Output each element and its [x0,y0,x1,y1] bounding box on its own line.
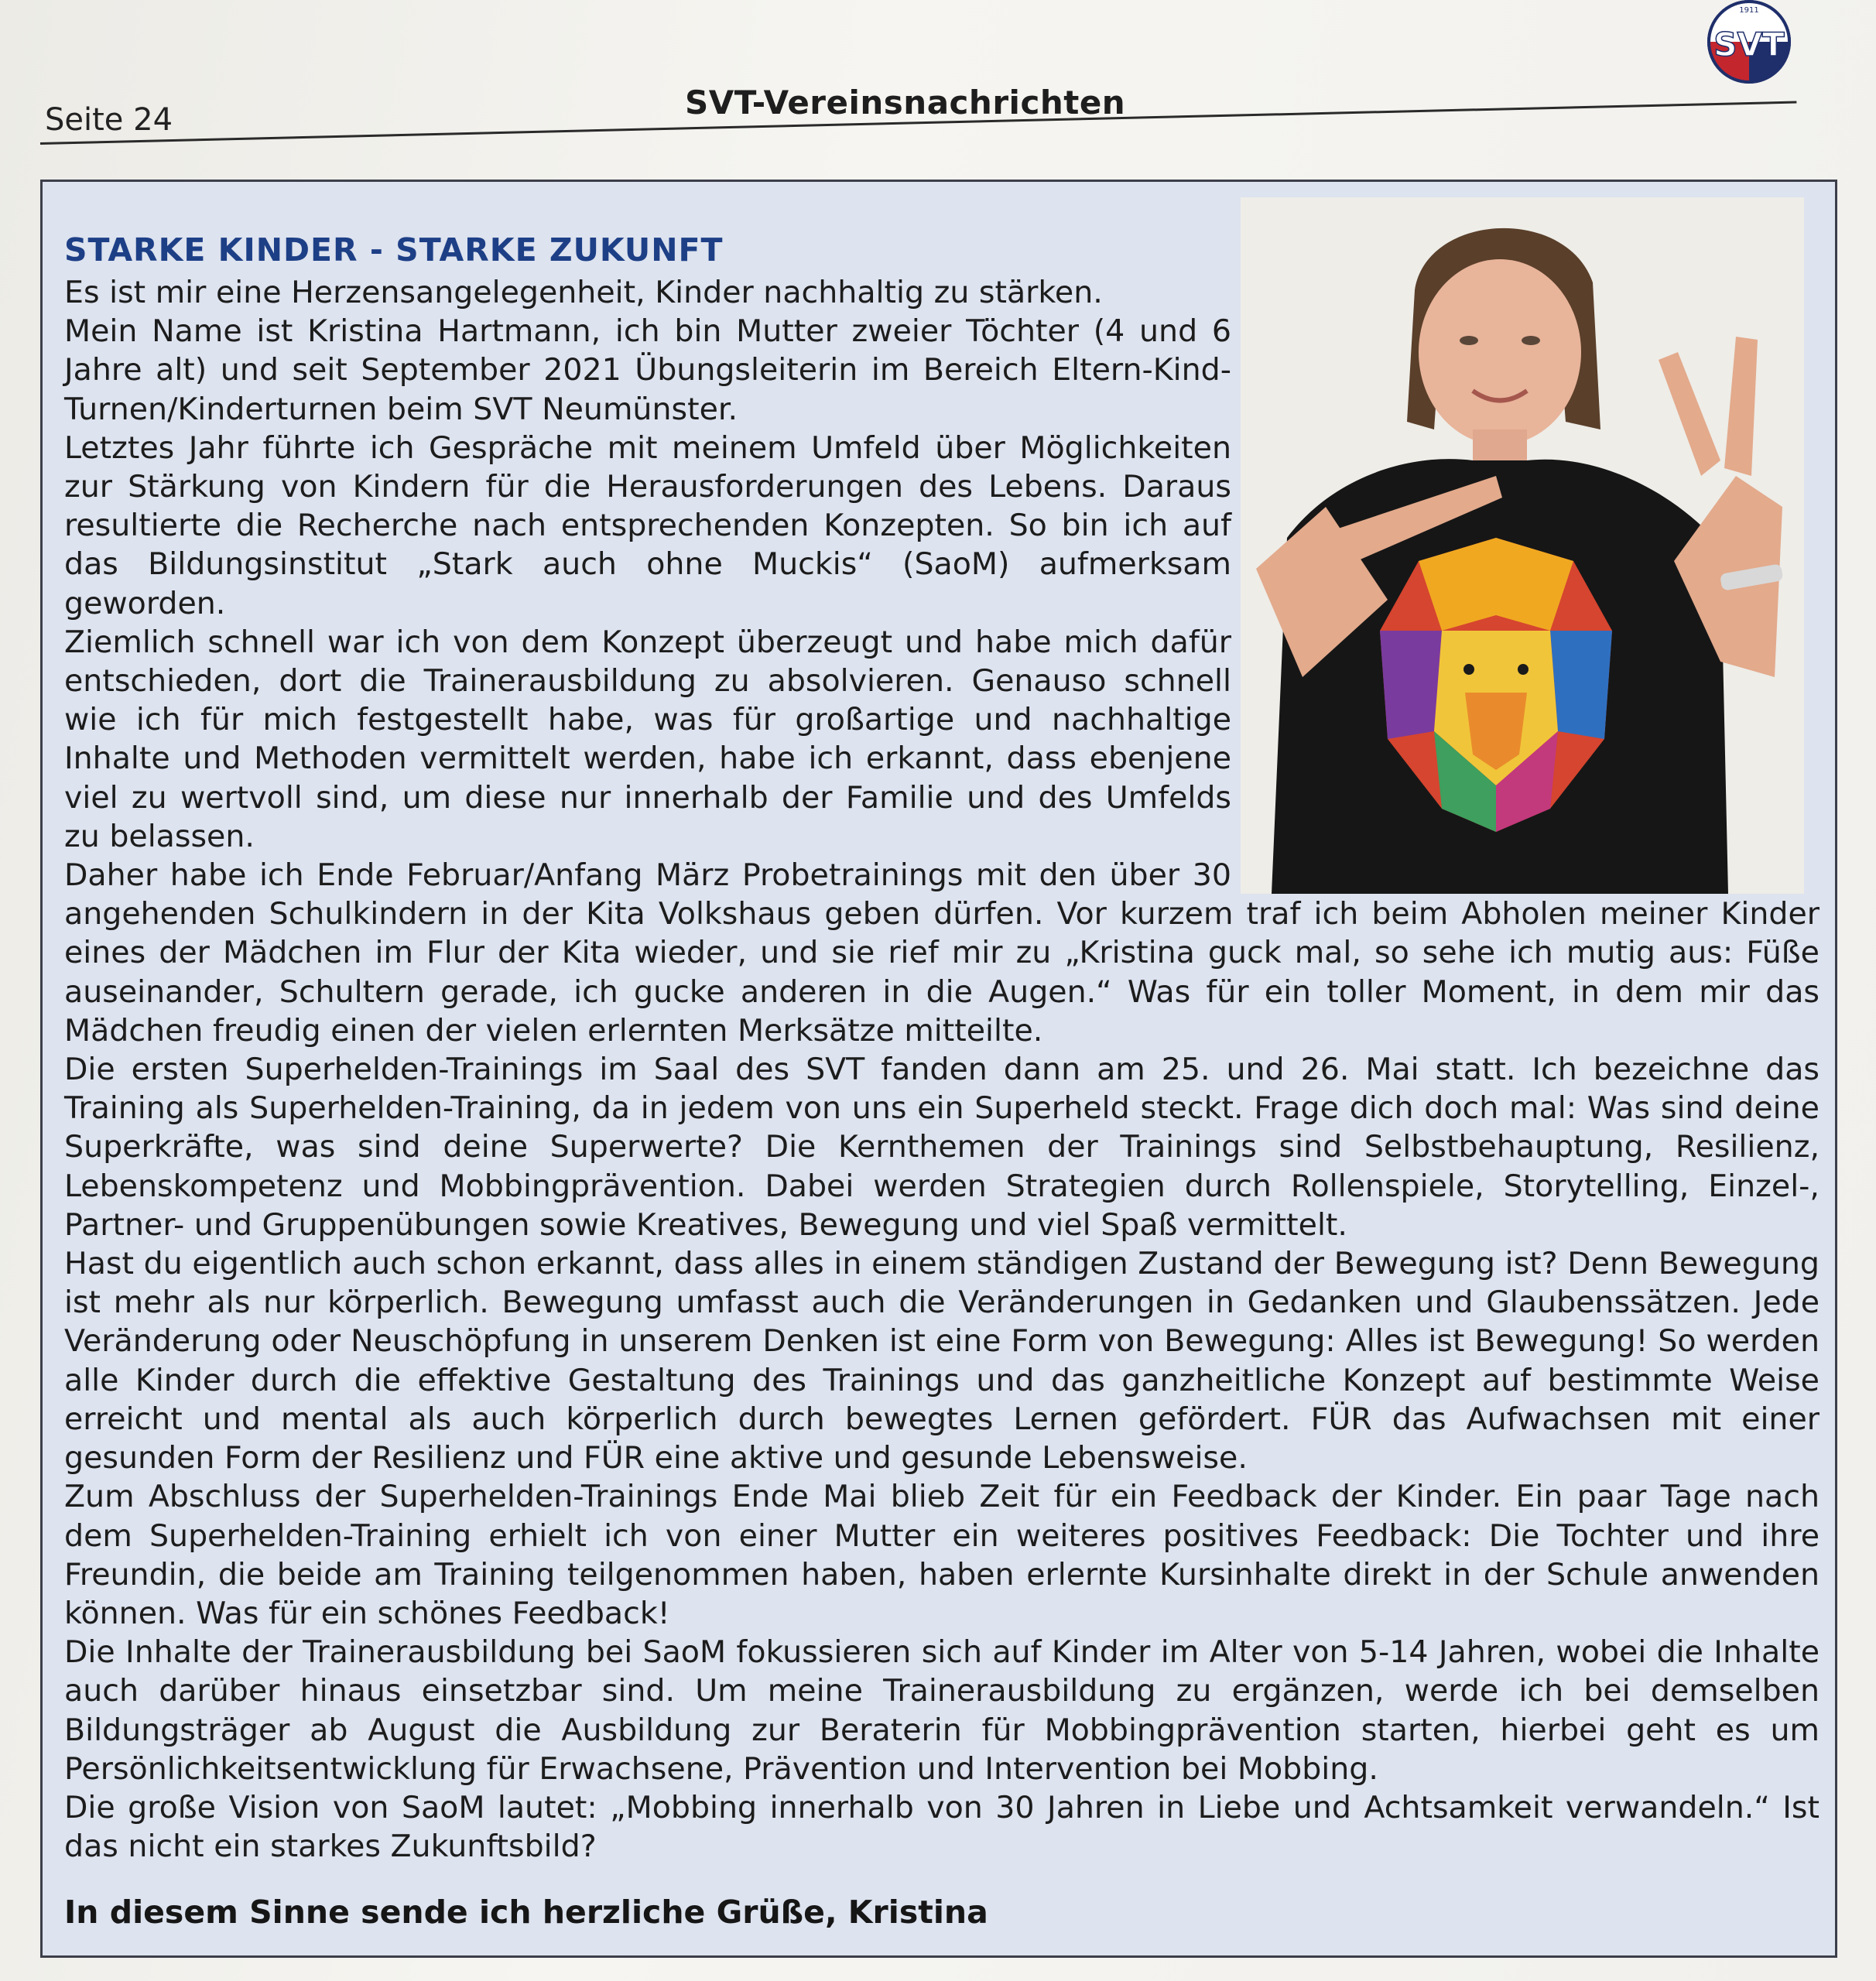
closing-line: In diesem Sinne sende ich herzliche Grüße, Kristina [64,1894,988,1931]
article-paragraph: Die große Vision von SaoM lautet: „Mobbing innerhalb von 30 Jahren in Liebe und Achtsamkeit verwandeln.“ Ist das nicht ein starkes Zukunftsbild? [64,1789,1820,1865]
article-paragraph: Die ersten Superhelden-Trainings im Saal des SVT fanden dann am 25. und 26. Mai statt. Ich bezeichne das Training als Superhelden-Training, da in jedem von uns ein Superheld steckt. Frage dich doch mal: Was sind deine Superkräfte, was sind deine Superwerte? Die Kernthemen der Trainings sind Selbstbehauptung, Resilienz, Lebenskompetenz und Mobbingprävention. Dabei werden Strategien durch Rollenspiele, Storytelling, Einzel-, Partner- und Gruppenübungen sowie Kreatives, Bewegung und viel Spaß vermittelt. [64,1052,1820,1243]
page-number: Seite 24 [45,102,173,138]
article-headline: STARKE KINDER - STARKE ZUKUNFT [64,231,724,269]
club-logo [1701,0,1797,84]
logo-year: 1911 [1739,6,1759,15]
article-paragraph: Es ist mir eine Herzensangelegenheit, Kinder nachhaltig zu stärken. [64,275,1103,310]
article-box [40,180,1837,1958]
article-paragraph: Die Inhalte der Trainerausbildung bei SaoM fokussieren sich auf Kinder im Alter von 5-14 Jahren, wobei die Inhalte auch darüber hinaus einsetzbar sind. Um meine Trainerausbildung zu ergänzen, werde ich bei demselben Bildungsträger ab August die Ausbildung zur Beraterin für Mobbingprävention starten, hierbei geht es um Persönlichkeitsentwicklung für Erwachsene, Prävention und Intervention bei Mobbing. [64,1634,1820,1787]
article-body [64,273,1820,1866]
article-paragraph: Zum Abschluss der Superhelden-Trainings Ende Mai blieb Zeit für ein Feedback der Kinder. Ein paar Tage nach dem Superhelden-Training erhielt ich von einer Mutter ein weiteres positives Feedback: Die Tochter und ihre Freundin, die beide am Training teilgenommen haben, haben erlernte Kursinhalte direkt in der Schule anwenden können. Was für ein schönes Feedback! [64,1479,1820,1631]
logo-text: SVT [1713,26,1785,63]
article-paragraph: Daher habe ich Ende Februar/Anfang März Probetrainings mit den über 30 angehenden Schulkindern in der Kita Volkshaus geben dürfen. Vor kurzem traf ich beim Abholen meiner Kinder eines der Mädchen im Flur der Kita wieder, und sie rief mir zu „Kristina guck mal, so sehe ich mutig aus: Füße auseinander, Schultern gerade, ich gucke anderen in die Augen.“ Was für ein toller Moment, in dem mir das Mädchen freudig einen der vielen erlernten Merksätze mitteilte. [64,857,1820,1049]
article-paragraph: Ziemlich schnell war ich von dem Konzept überzeugt und habe mich dafür entschieden, dort die Trainerausbildung zu absolvieren. Genauso schnell wie ich für mich festgestellt habe, was für großartige und nachhaltige Inhalte und Methoden vermittelt werden, habe ich erkannt, dass ebenjene viel zu wertvoll sind, um diese nur innerhalb der Familie und des Umfelds zu belassen. [64,624,1231,854]
article-paragraph: Letztes Jahr führte ich Gespräche mit meinem Umfeld über Möglichkeiten zur Stärkung von Kindern für die Herausforderungen des Lebens. Daraus resultierte die Recherche nach entsprechenden Konzepten. So bin ich auf das Bildungsinstitut „Stark auch ohne Muckis“ (SaoM) aufmerksam geworden. [64,429,1231,621]
photo-wrap-spacer [1231,273,1820,883]
publication-title: SVT-Vereinsnachrichten [685,84,1126,121]
article-paragraph: Mein Name ist Kristina Hartmann, ich bin Mutter zweier Töchter (4 und 6 Jahre alt) und seit September 2021 Übungsleiterin im Bereich Eltern-Kind-Turnen/Kinderturnen beim SVT Neumünster. [64,313,1231,427]
article-paragraph: Hast du eigentlich auch schon erkannt, dass alles in einem ständigen Zustand der Bewegung ist? Denn Bewegung ist mehr als nur körperlich. Bewegung umfasst auch die Veränderungen in Gedanken und Glaubenssätzen. Jede Veränderung oder Neuschöpfung in unserem Denken ist eine Form von Bewegung: Alles ist Bewegung! So werden alle Kinder durch die effektive Gestaltung des Trainings und das ganzheitliche Konzept auf bestimmte Weise erreicht und mental als auch körperlich durch bewegtes Lernen gefördert. FÜR das Aufwachsen mit einer gesunden Form der Resilienz und FÜR eine aktive und gesunde Lebensweise. [64,1246,1820,1476]
